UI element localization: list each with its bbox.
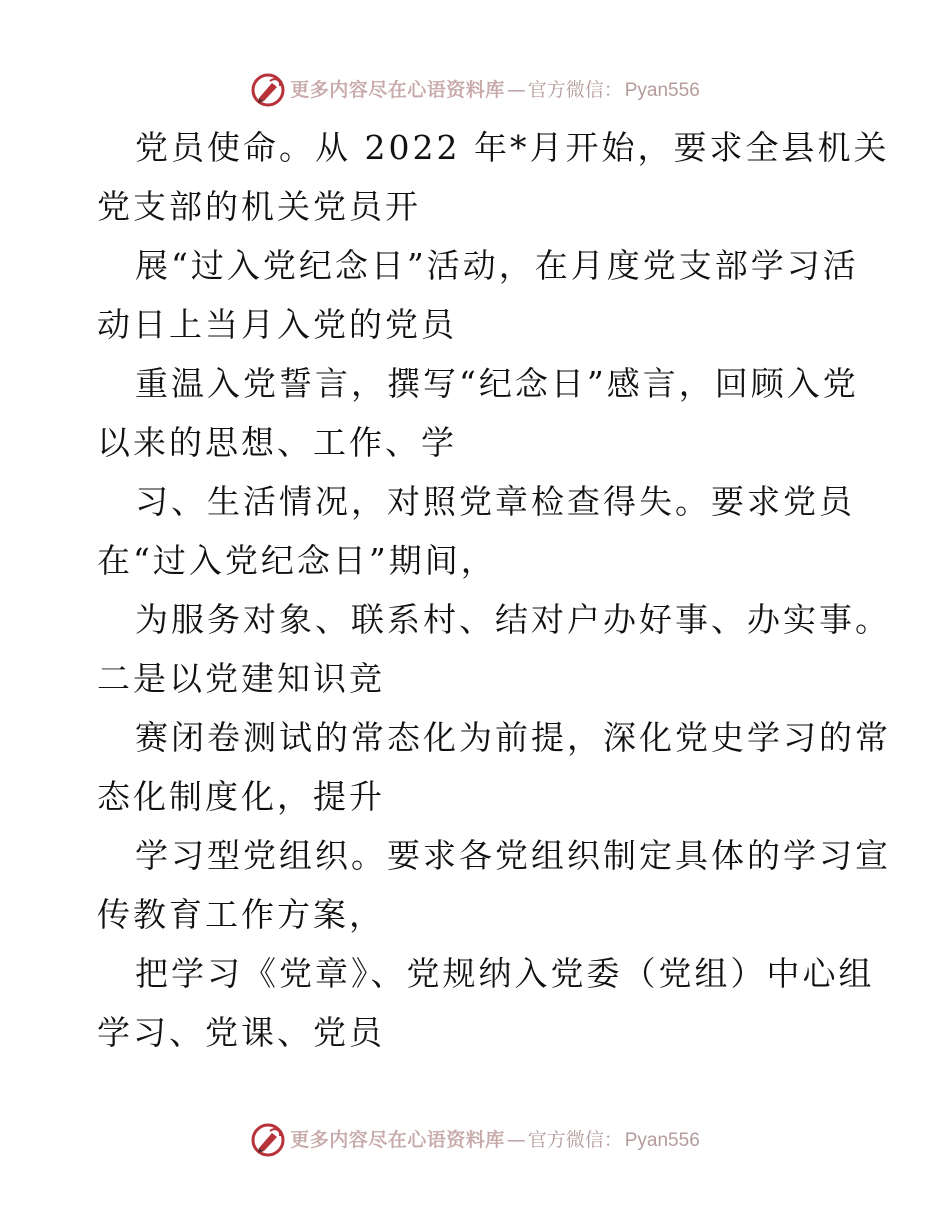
- text-line: 在“过入党纪念日”期间，: [97, 541, 497, 580]
- text-line: 把学习《党章》、党规纳入党委（党组）中心组: [135, 954, 875, 993]
- watermark-wechat-id: Pyan556: [624, 1129, 700, 1151]
- text-line: 态化制度化，提升: [97, 777, 385, 816]
- text-line: 传教育工作方案，: [97, 895, 385, 934]
- text-line: 二是以党建知识竞: [97, 659, 385, 698]
- text-line: 赛闭卷测试的常态化为前提，深化党史学习的常: [135, 718, 891, 757]
- watermark-text: 更多内容尽在心语资料库: [290, 78, 505, 101]
- watermark-wechat-label: 官方微信：: [527, 78, 623, 101]
- text-line: 学习型党组织。要求各党组织制定具体的学习宣: [135, 836, 891, 875]
- text-line: 以来的思想、工作、学: [97, 423, 457, 462]
- text-line: 学习、党课、党员: [97, 1013, 385, 1052]
- text-line: 为服务对象、联系村、结对户办好事、办实事。: [135, 600, 891, 639]
- header-watermark: [0, 72, 950, 108]
- text-line: 展“过入党纪念日”活动，在月度党支部学习活: [135, 246, 859, 285]
- text-line: 党员使命。从 2022 年*月开始，要求全县机关: [135, 128, 890, 167]
- text-line: 党支部的机关党员开: [97, 187, 421, 226]
- pen-logo-icon: [250, 1122, 286, 1158]
- text-line: 习、生活情况，对照党章检查得失。要求党员: [135, 482, 855, 521]
- text-line: 动日上当月入党的党员: [97, 305, 457, 344]
- watermark-dash: —: [506, 78, 526, 101]
- document-body: [97, 118, 891, 1062]
- pen-logo-icon: [250, 72, 286, 108]
- watermark-wechat-label: 官方微信：: [527, 1128, 623, 1151]
- text-line: 重温入党誓言，撰写“纪念日”感言，回顾入党: [135, 364, 859, 403]
- watermark-dash: —: [506, 1128, 526, 1151]
- footer-watermark: [0, 1122, 950, 1158]
- watermark-text: 更多内容尽在心语资料库: [290, 1128, 505, 1151]
- watermark-wechat-id: Pyan556: [624, 79, 700, 101]
